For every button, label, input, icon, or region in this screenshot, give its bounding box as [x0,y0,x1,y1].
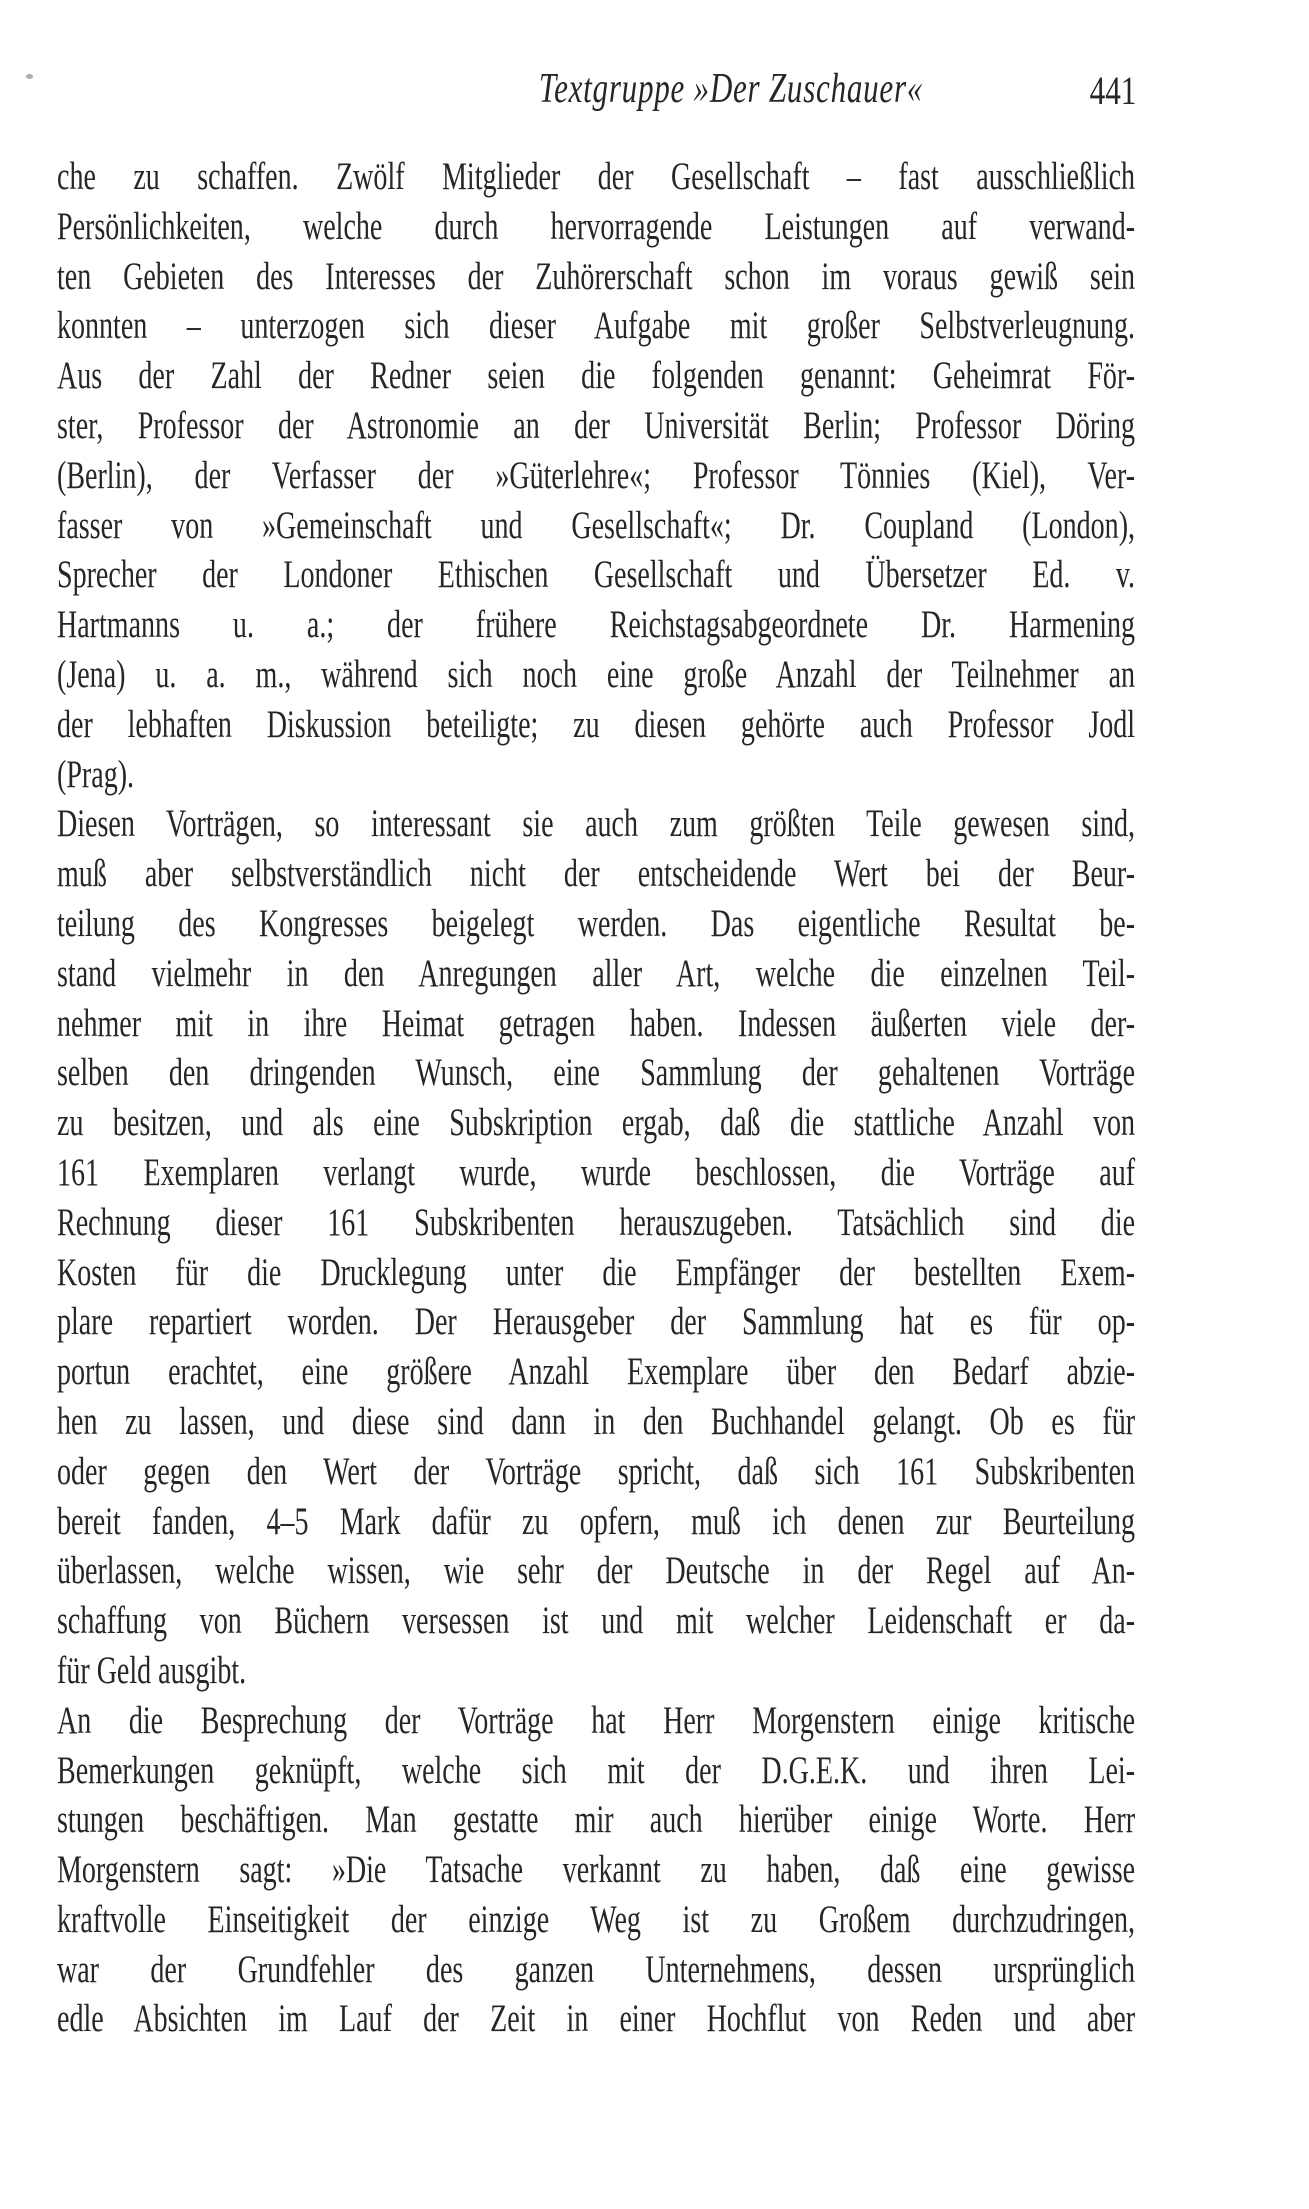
text-line: Sprecher der Londoner Ethischen Gesellschaft und Übersetzer Ed. v. [57,553,1136,597]
text-line: che zu schaffen. Zwölf Mitglieder der Gesellschaft – fast ausschließlich [57,155,1136,198]
running-head-title: Textgruppe »Der Zuschauer« [538,66,924,112]
text-line: teilung des Kongresses beigelegt werden. Das eigentliche Resultat be- [57,901,1136,945]
text-line: überlassen, welche wissen, wie sehr der Deutsche in der Regel auf An- [57,1549,1136,1593]
text-line: 161 Exemplaren verlangt wurde, wurde beschlossen, die Vorträge auf [57,1150,1136,1194]
page-number: 441 [1089,68,1137,113]
text-line: war der Grundfehler des ganzen Unternehmens, dessen ursprünglich [57,1947,1136,1991]
text-line: fasser von »Gemeinschaft und Gesellschaft«; Dr. Coupland (London), [57,503,1136,547]
text-line: Diesen Vorträgen, so interessant sie auch zum größten Teile gewesen sind, [57,802,1136,846]
text-line: Bemerkungen geknüpft, welche sich mit der D.G.E.K. und ihren Lei- [57,1748,1136,1792]
text-line: (Prag). [57,752,135,796]
text-line: bereit fanden, 4–5 Mark dafür zu opfern, muß ich denen zur Beurteilung [57,1499,1136,1543]
text-line: edle Absichten im Lauf der Zeit in einer Hochflut von Reden und aber [57,1997,1136,2041]
text-line: (Berlin), der Verfasser der »Güterlehre«; Professor Tönnies (Kiel), Ver- [57,453,1136,497]
text-line: Rechnung dieser 161 Subskribenten herauszugeben. Tatsächlich sind die [57,1200,1136,1244]
scan-speck [26,74,33,79]
text-line: muß aber selbstverständlich nicht der entscheidende Wert bei der Beur- [57,852,1136,896]
text-line: Aus der Zahl der Redner seien die folgenden genannt: Geheimrat För- [57,354,1136,398]
text-line: Morgenstern sagt: »Die Tatsache verkannt zu haben, daß eine gewisse [57,1848,1136,1892]
text-line: kraftvolle Einseitigkeit der einzige Weg ist zu Großem durchzudringen, [57,1897,1136,1941]
text-line: nehmer mit in ihre Heimat getragen haben. Indessen äußerten viele der- [57,1001,1136,1045]
text-line: der lebhaften Diskussion beteiligte; zu diesen gehörte auch Professor Jodl [57,702,1136,746]
text-line: ster, Professor der Astronomie an der Universität Berlin; Professor Döring [57,403,1136,447]
text-line: Kosten für die Drucklegung unter die Empfänger der bestellten Exem- [57,1250,1136,1294]
text-line: selben den dringenden Wunsch, eine Sammlung der gehaltenen Vorträge [57,1051,1136,1095]
text-line: Persönlichkeiten, welche durch hervorragende Leistungen auf verwand- [57,204,1136,248]
text-line: plare repartiert worden. Der Herausgeber der Sammlung hat es für op- [57,1300,1136,1344]
text-line: ten Gebieten des Interesses der Zuhörerschaft schon im voraus gewiß sein [57,254,1136,298]
text-line: hen zu lassen, und diese sind dann in den Buchhandel gelangt. Ob es für [57,1399,1136,1443]
text-line: Hartmanns u. a.; der frühere Reichstagsabgeordnete Dr. Harmening [57,603,1136,647]
page-text [57,152,1135,2044]
text-line: oder gegen den Wert der Vorträge spricht, daß sich 161 Subskribenten [57,1449,1136,1493]
running-head [57,64,1143,118]
text-line: konnten – unterzogen sich dieser Aufgabe mit großer Selbstverleugnung. [57,304,1136,348]
text-line: stand vielmehr in den Anregungen aller Art, welche die einzelnen Teil- [57,951,1136,995]
text-line: schaffung von Büchern versessen ist und mit welcher Leidenschaft er da- [57,1599,1136,1643]
text-line: (Jena) u. a. m., während sich noch eine große Anzahl der Teilnehmer an [57,652,1136,696]
text-line: zu besitzen, und als eine Subskription ergab, daß die stattliche Anzahl von [57,1101,1136,1145]
text-line: für Geld ausgibt. [57,1648,247,1692]
text-line: An die Besprechung der Vorträge hat Herr Morgenstern einige kritische [57,1698,1136,1742]
text-line: stungen beschäftigen. Man gestatte mir auch hierüber einige Worte. Herr [57,1798,1136,1842]
text-line: portun erachtet, eine größere Anzahl Exemplare über den Bedarf abzie- [57,1350,1136,1394]
